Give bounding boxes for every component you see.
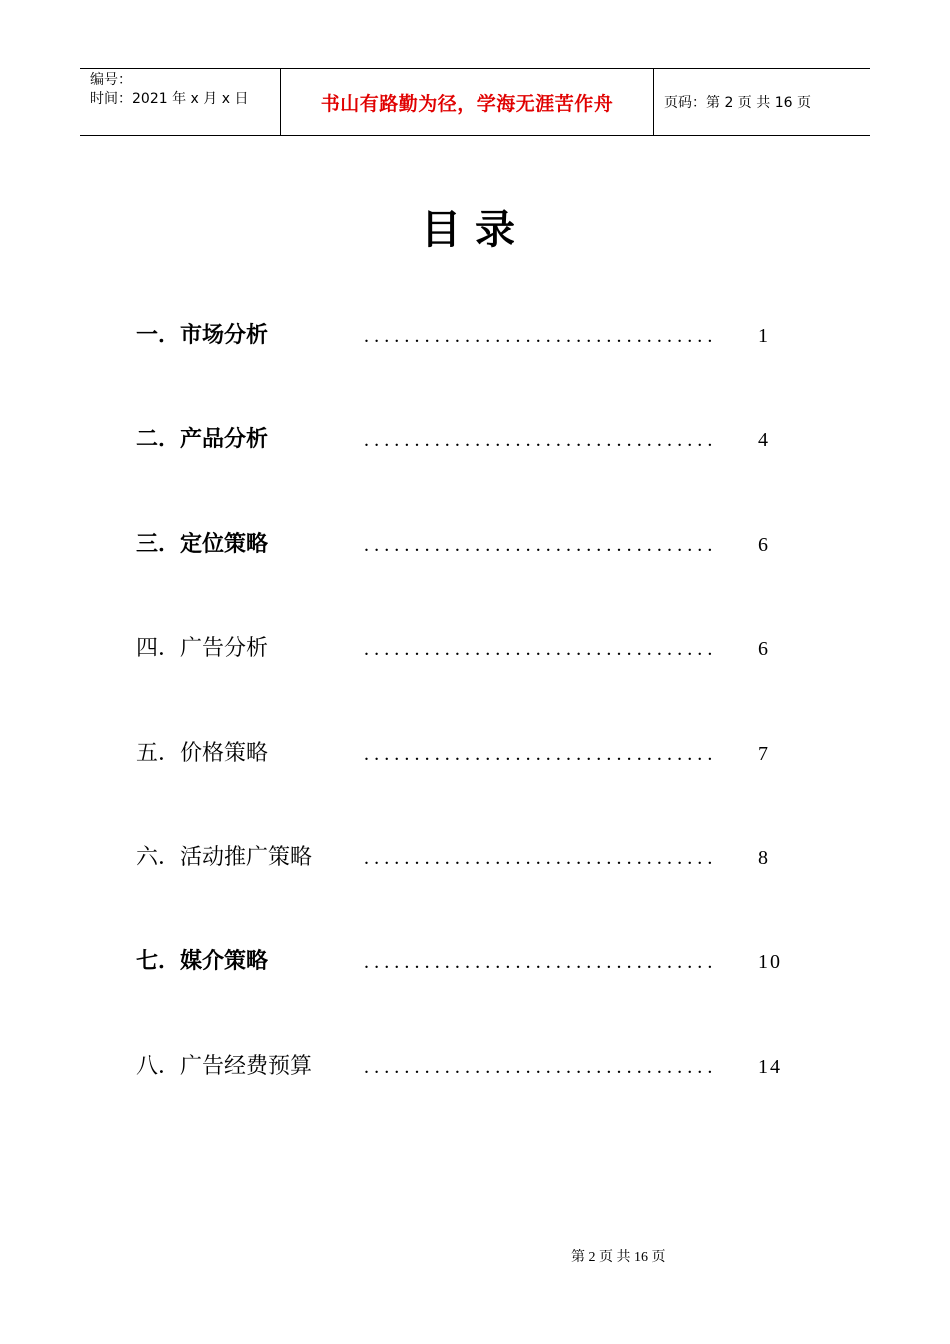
table-of-contents <box>136 316 836 1151</box>
header-number: 编号： <box>90 72 132 88</box>
toc-item-page: 8 <box>758 846 770 869</box>
toc-item-label: 一．市场分析 <box>136 323 269 348</box>
toc-item[interactable] <box>136 316 836 420</box>
toc-item-leader: ................................... <box>364 638 718 661</box>
header-page-info: 页码：第 2 页 共 16 页 <box>664 95 811 111</box>
header-motto: 书山有路勤为径，学海无涯苦作舟 <box>281 69 654 135</box>
page-footer: 第 2 页 共 16 页 <box>571 1250 666 1265</box>
page-title: 目录 <box>421 207 529 253</box>
toc-item-label: 七．媒介策略 <box>136 949 269 975</box>
toc-item-leader: ................................... <box>364 1055 718 1078</box>
toc-item-label: 六．活动推广策略 <box>136 844 313 870</box>
toc-item[interactable] <box>136 734 836 838</box>
header-meta <box>80 69 281 135</box>
toc-item[interactable] <box>136 420 836 524</box>
toc-item-label: 三．定位策略 <box>136 531 269 557</box>
toc-item[interactable] <box>136 525 836 629</box>
toc-item-leader: ................................... <box>364 742 718 765</box>
toc-item-label: 四．广告分析 <box>136 636 269 662</box>
toc-item-page: 6 <box>758 638 770 661</box>
toc-item-label: 五．价格策略 <box>136 740 269 766</box>
toc-item-leader: ................................... <box>364 846 718 869</box>
toc-item-leader: ................................... <box>364 951 718 974</box>
toc-item-leader: ................................... <box>364 325 718 347</box>
toc-item-page: 10 <box>758 951 782 974</box>
toc-item-page: 4 <box>758 429 770 452</box>
toc-item-leader: ................................... <box>364 533 718 556</box>
toc-item[interactable] <box>136 838 836 942</box>
toc-item-leader: ................................... <box>364 429 718 452</box>
toc-item-page: 1 <box>758 325 770 347</box>
header-time: 时间：2021 年 x 月 x 日 <box>90 91 249 107</box>
toc-item[interactable] <box>136 942 836 1046</box>
toc-item-page: 7 <box>758 742 770 765</box>
page-header <box>80 68 870 136</box>
toc-item-label: 二．产品分析 <box>136 427 269 453</box>
toc-item[interactable] <box>136 629 836 733</box>
toc-item-label: 八．广告经费预算 <box>136 1053 313 1079</box>
toc-item-page: 6 <box>758 533 770 556</box>
toc-item[interactable] <box>136 1047 836 1151</box>
toc-item-page: 14 <box>758 1055 782 1078</box>
